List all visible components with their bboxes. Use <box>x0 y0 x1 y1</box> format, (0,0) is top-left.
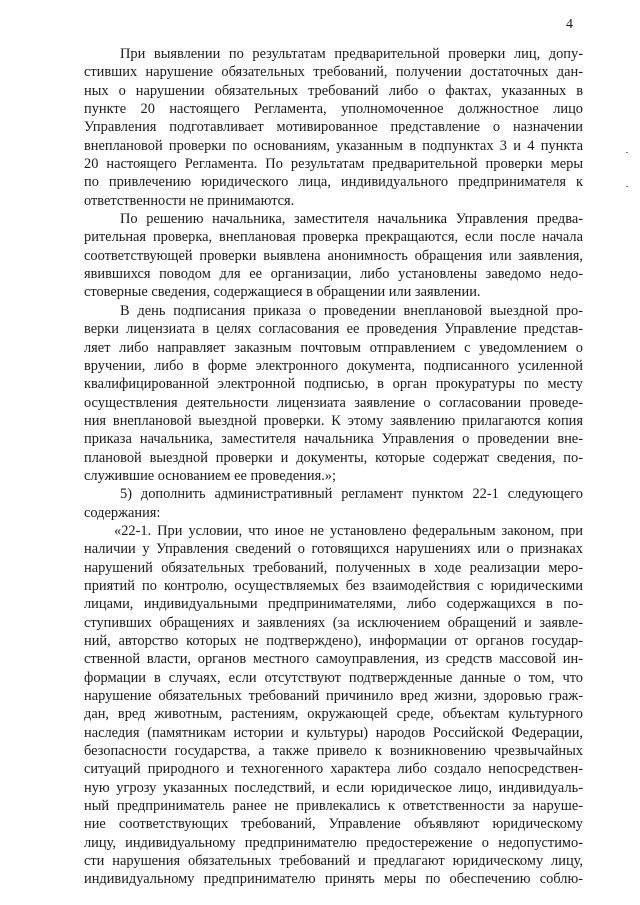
text-line: ных о нарушении обязательных требований либо о фактах, указанных в <box>84 82 583 99</box>
text-line: осуществления деятельности лицензиата заявление о согласовании проведе- <box>84 394 583 411</box>
text-line: безопасности государства, а также привело к возникновению чрезвычайных <box>84 743 583 760</box>
document-body <box>84 45 583 889</box>
text-line: стивших нарушение обязательных требований, получении достаточных дан- <box>84 64 583 81</box>
text-line: пункте 20 настоящего Регламента, уполномоченное должностное лицо <box>84 101 583 118</box>
paragraph-p3 <box>84 302 583 485</box>
text-line: лицами, индивидуальными предпринимателями, либо содержащихся в по- <box>84 596 583 613</box>
text-line: нарушение обязательных требований причинило вред жизни, здоровью граж- <box>84 688 583 705</box>
text-line: вручении, либо в форме электронного документа, подписанного усиленной <box>84 357 583 374</box>
scan-speck <box>626 186 628 187</box>
text-line: ситуаций природного и техногенного характера либо создало непосредствен- <box>84 761 583 778</box>
text-line: ный предприниматель ранее не привлекались к ответственности за наруше- <box>84 798 583 815</box>
scan-speck <box>626 152 628 153</box>
text-line: верки лицензиата в целях согласования ее проведения Управление представ- <box>84 321 583 338</box>
text-line: Управления подготавливает мотивированное представление о назначении <box>84 119 583 136</box>
text-line: ляет либо направляет заказным почтовым отправлением с уведомлением о <box>84 339 583 356</box>
text-line: «22-1. При условии, что иное не установлено федеральным законом, при <box>114 522 583 539</box>
paragraph-p5 <box>84 522 583 889</box>
text-line: ния внеплановой выездной проверки. К этому заявлению прилагаются копия <box>84 412 583 429</box>
text-line: по привлечению юридического лица, индивидуального предпринимателя к <box>84 174 583 191</box>
text-line: В день подписания приказа о проведении внеплановой выездной про- <box>120 302 583 319</box>
text-line: плановой выездной проверки и документы, которые содержат сведения, по- <box>84 449 583 466</box>
text-line: приказа начальника, заместителя начальника Управления о проведении вне- <box>84 431 583 448</box>
text-line: соответствующей проверки выявлена анонимность обращения или заявления, <box>84 247 583 264</box>
text-line: индивидуальному предпринимателю принять меры по обеспечению соблю- <box>84 871 583 888</box>
text-line: ответственности не принимаются. <box>84 192 295 209</box>
text-line: содержания: <box>84 504 161 521</box>
text-line: явившихся поводом для ее организации, либо установлены заведомо недо- <box>84 266 583 283</box>
paragraph-p4 <box>84 485 583 522</box>
text-line: дан, вред животным, растениям, окружающей среде, объектам культурного <box>84 706 583 723</box>
paragraph-p1 <box>84 45 583 210</box>
text-line: наличии у Управления сведений о готовящихся нарушениях или о признаках <box>84 541 583 558</box>
text-line: ступивших обращениях и заявлениях (за исключением обращений и заявле- <box>84 614 583 631</box>
text-line: лицу, индивидуальному предпринимателю предостережение о недопустимо- <box>84 834 583 851</box>
text-line: внеплановой проверки по основаниям, указанным в подпунктах 3 и 4 пункта <box>84 137 583 154</box>
text-line: ную угрозу указанных последствий, и если юридическое лицо, индивидуаль- <box>84 779 583 796</box>
text-line: стоверные сведения, содержащиеся в обращении или заявлении. <box>84 284 481 301</box>
text-line: служившие основанием ее проведения.»; <box>84 467 336 484</box>
text-line: сти нарушения обязательных требований и предлагают юридическому лицу, <box>84 853 583 870</box>
text-line: наследия (памятникам истории и культуры) народов Российской Федерации, <box>84 724 583 741</box>
page-number: 4 <box>566 17 573 32</box>
paragraph-p2 <box>84 210 583 302</box>
text-line: нарушений обязательных требований, полученных в ходе реализации меро- <box>84 559 583 576</box>
text-line: ний, авторство которых не подтверждено), информации от органов государ- <box>84 633 583 649</box>
text-line: 5) дополнить административный регламент пунктом 22-1 следующего <box>120 486 583 503</box>
text-line: квалифицированной электронной подписью, в орган прокуратуры по месту <box>84 376 583 393</box>
text-line: ние соответствующих требований, Управление объявляют юридическому <box>84 816 583 833</box>
text-line: рительная проверка, внеплановая проверка прекращаются, если после начала <box>84 229 583 246</box>
text-line: ственной власти, органов местного самоуправления, из средств массовой ин- <box>84 651 583 668</box>
text-line: 20 настоящего Регламента. По результатам предварительной проверки меры <box>84 156 583 173</box>
text-line: По решению начальника, заместителя начальника Управления предва- <box>120 211 583 228</box>
text-line: При выявлении по результатам предварительной проверки лиц, допу- <box>120 46 583 62</box>
text-line: приятий по контролю, осуществляемых без взаимодействия с юридическими <box>84 577 583 594</box>
text-line: формации в случаях, если отсутствуют подтвержденные данные о том, что <box>84 669 583 686</box>
